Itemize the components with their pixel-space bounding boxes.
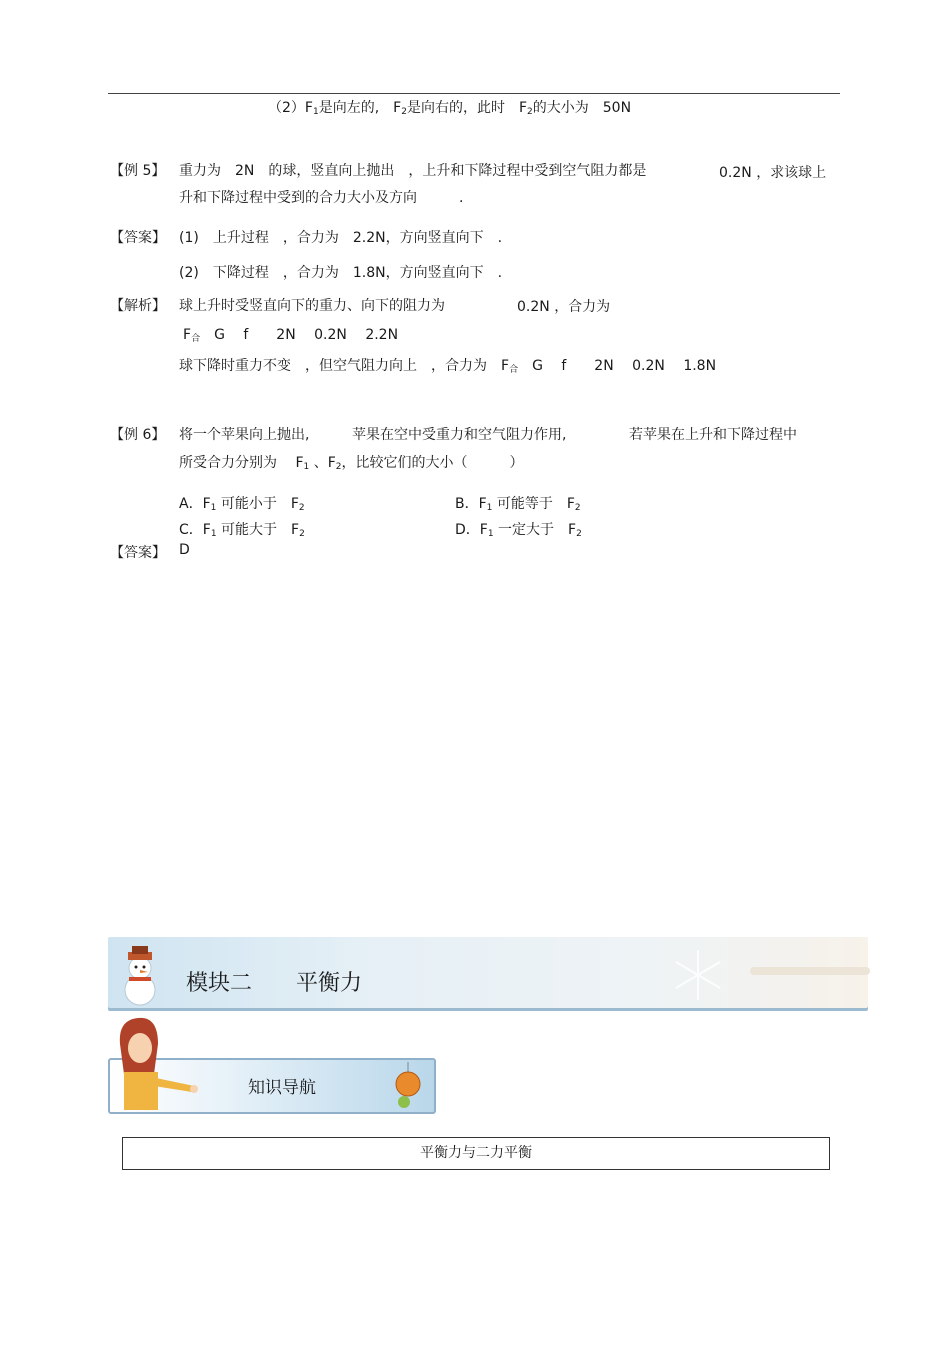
text: 所受合力分别为 F	[179, 455, 304, 471]
text: A．F	[179, 496, 211, 512]
text: F	[183, 327, 192, 343]
subscript: 合	[509, 365, 519, 375]
text: D．F	[455, 522, 488, 538]
text: 可能大于 F	[221, 522, 300, 538]
ornament-icon	[388, 1062, 428, 1108]
subscript: 1	[303, 462, 310, 472]
text: ，比较它们的大小（ ）	[341, 455, 524, 471]
header-rule	[108, 93, 840, 94]
example-6-line1a: 将一个苹果向上抛出,	[179, 427, 310, 443]
example-5-line2: 升和下降过程中受到的合力大小及方向 .	[179, 190, 464, 206]
text: 球下降时重力不变 ，但空气阻力向上 ，合力为 F	[179, 358, 510, 374]
analysis-line1: 球上升时受竖直向下的重力、向下的阻力为	[179, 298, 445, 314]
example-6-tag: 【例 6】	[110, 427, 166, 443]
example-5-tag: 【例 5】	[110, 163, 166, 179]
banner-decoration	[750, 967, 870, 975]
text: 、F	[309, 455, 336, 471]
option-d	[455, 519, 582, 539]
text: 是向左的, F	[318, 100, 402, 116]
topic-title: 平衡力与二力平衡	[420, 1145, 532, 1161]
subscript: 2	[298, 503, 305, 513]
snowflake-icon	[668, 945, 728, 1005]
analysis-tag: 【解析】	[110, 298, 166, 314]
analysis-line1-value: 0.2N ，合力为	[517, 299, 611, 315]
text: 是向右的，此时 F	[406, 100, 528, 116]
topic-box	[122, 1137, 830, 1170]
example-5-line1: 重力为 2N 的球，竖直向上抛出 ，上升和下降过程中受到空气阻力都是	[179, 163, 647, 179]
text: 的大小为 50N	[532, 100, 632, 116]
subscript: 合	[191, 334, 201, 344]
subscript: 2	[335, 462, 342, 472]
example-6-line1c: 若苹果在上升和下降过程中	[629, 427, 797, 443]
module-title: 模块二 平衡力	[186, 971, 363, 996]
answer-tag: 【答案】	[110, 230, 166, 246]
text: （2）F	[268, 100, 313, 116]
example-6-line1b: 苹果在空中受重力和空气阻力作用,	[352, 427, 567, 443]
equation-2	[179, 355, 716, 375]
text: G f 2N 0.2N 1.8N	[518, 358, 717, 374]
example-6-line2	[179, 452, 524, 472]
example-5-line1-value: 0.2N ，求该球上	[719, 165, 827, 181]
nav-title: 知识导航	[248, 1078, 316, 1098]
option-c	[179, 519, 305, 539]
option-b	[455, 493, 581, 513]
subscript: 2	[527, 107, 533, 117]
subscript: 2	[576, 529, 582, 539]
subscript: 1	[210, 529, 217, 539]
text: 一定大于 F	[498, 522, 577, 538]
example-6-answer: D	[179, 542, 190, 558]
equation-1	[183, 324, 398, 344]
subscript: 1	[312, 107, 319, 117]
prev-answer-line	[268, 97, 631, 117]
subscript: 1	[210, 503, 217, 513]
text: 可能小于 F	[220, 496, 299, 512]
subscript: 2	[401, 107, 407, 117]
subscript: 2	[299, 529, 305, 539]
text: B．F	[455, 496, 487, 512]
snowman-icon	[112, 946, 168, 1008]
text: G f 2N 0.2N 2.2N	[200, 327, 399, 343]
cartoon-girl-icon	[108, 1014, 198, 1110]
text: C．F	[179, 522, 211, 538]
answer-line2: (2) 下降过程 ，合力为 1.8N，方向竖直向下 .	[179, 265, 503, 281]
subscript: 2	[574, 503, 581, 513]
option-a	[179, 493, 305, 513]
answer-line1: (1) 上升过程 ，合力为 2.2N，方向竖直向下 .	[179, 230, 503, 246]
example-6-answer-tag: 【答案】	[110, 545, 166, 561]
text: 可能等于 F	[496, 496, 575, 512]
subscript: 1	[486, 503, 493, 513]
subscript: 1	[487, 529, 494, 539]
